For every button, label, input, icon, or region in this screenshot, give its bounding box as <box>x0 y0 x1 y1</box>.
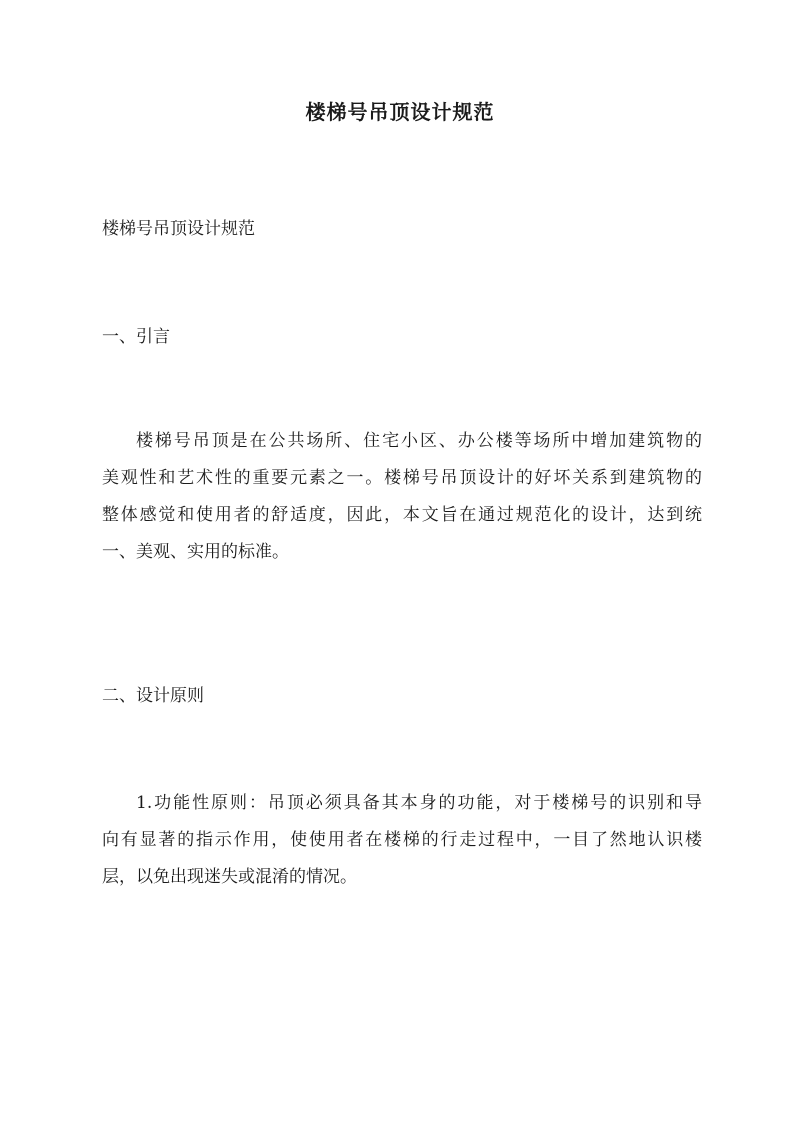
document-subtitle: 楼梯号吊顶设计规范 <box>102 219 255 239</box>
principle-1-line-1: 1.功能性原则：吊顶必须具备其本身的功能，对于楼梯号的识别和导 <box>136 793 702 813</box>
section-heading-principles: 二、设计原则 <box>102 686 204 706</box>
intro-line-2: 美观性和艺术性的重要元素之一。楼梯号吊顶设计的好坏关系到建筑物的 <box>102 468 702 488</box>
principle-1-paragraph <box>102 791 702 889</box>
intro-paragraph <box>102 429 702 564</box>
intro-line-4: 一、美观、实用的标准。 <box>102 542 289 562</box>
intro-line-3: 整体感觉和使用者的舒适度，因此，本文旨在通过规范化的设计，达到统 <box>102 505 702 525</box>
principle-1-line-3: 层，以免出现迷失或混淆的情况。 <box>102 867 357 887</box>
section-heading-intro: 一、引言 <box>102 327 170 347</box>
document-title: 楼梯号吊顶设计规范 <box>305 100 495 124</box>
principle-1-line-2: 向有显著的指示作用，使使用者在楼梯的行走过程中，一目了然地认识楼 <box>102 830 702 850</box>
intro-line-1: 楼梯号吊顶是在公共场所、住宅小区、办公楼等场所中增加建筑物的 <box>136 431 702 451</box>
